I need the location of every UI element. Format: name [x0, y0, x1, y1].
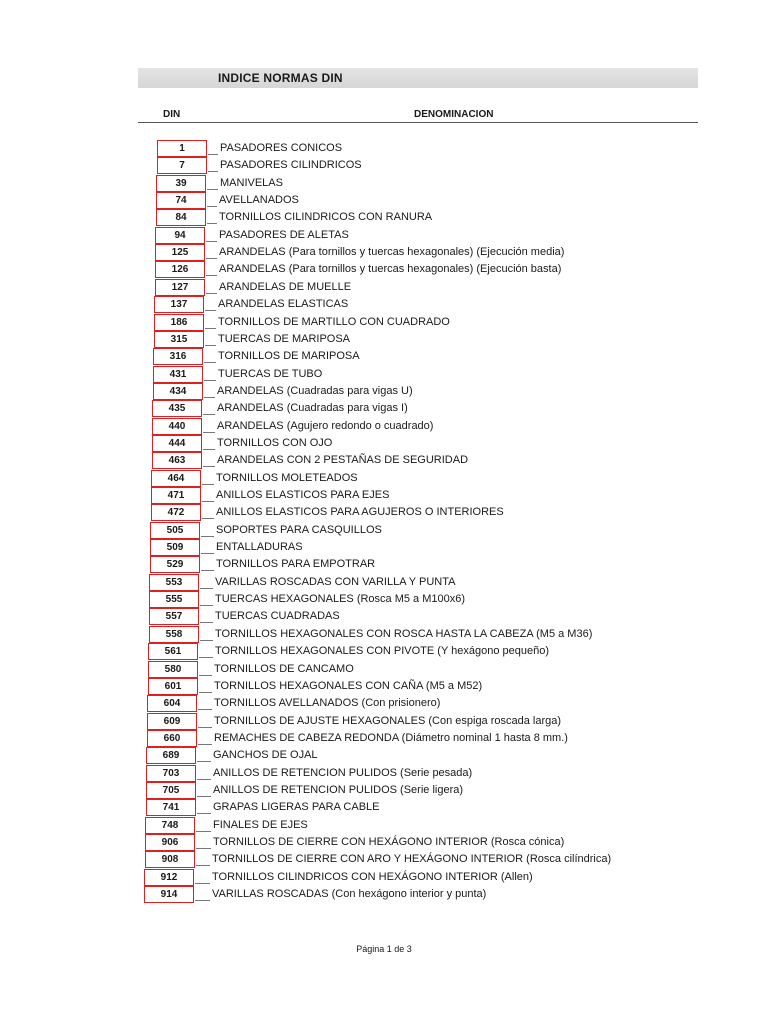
list-item [0, 504, 768, 521]
list-item [0, 175, 768, 192]
leader-line [201, 570, 214, 571]
denominacion-text: ARANDELAS CON 2 PESTAÑAS DE SEGURIDAD [217, 454, 469, 467]
din-number: 435 [152, 400, 202, 417]
leader-line [203, 466, 215, 467]
list-item [0, 279, 768, 296]
leader-line [199, 657, 213, 658]
din-number: 464 [151, 470, 201, 487]
leader-line [197, 761, 211, 762]
list-item [0, 418, 768, 435]
din-number: 463 [152, 452, 202, 469]
din-number: 580 [148, 661, 198, 678]
denominacion-text: TORNILLOS DE MARIPOSA [218, 350, 360, 363]
denominacion-text: AVELLANADOS [219, 194, 299, 207]
leader-line [196, 865, 210, 866]
din-number: 908 [145, 851, 195, 868]
din-number: 472 [151, 504, 201, 521]
list-item [0, 817, 768, 834]
denominacion-text: ARANDELAS (Cuadradas para vigas I) [217, 402, 408, 415]
din-number: 316 [153, 348, 203, 365]
denominacion-text: SOPORTES PARA CASQUILLOS [216, 523, 382, 536]
denominacion-text: VARILLAS ROSCADAS CON VARILLA Y PUNTA [215, 575, 456, 588]
list-item [0, 314, 768, 331]
header-divider [138, 122, 698, 123]
leader-line [200, 588, 213, 589]
list-item [0, 192, 768, 209]
column-header-denominacion: DENOMINACION [414, 109, 494, 120]
din-number: 553 [149, 574, 199, 591]
leader-line [197, 796, 211, 797]
leader-line [199, 692, 212, 693]
list-item [0, 522, 768, 539]
denominacion-text: TORNILLOS CILINDRICOS CON RANURA [219, 211, 433, 224]
din-number: 505 [150, 522, 200, 539]
leader-line [200, 640, 213, 641]
leader-line [206, 275, 217, 276]
list-item [0, 678, 768, 695]
din-number: 705 [146, 782, 196, 799]
list-item [0, 452, 768, 469]
denominacion-text: TUERCAS HEXAGONALES (Rosca M5 a M100x6) [215, 593, 466, 606]
list-item [0, 366, 768, 383]
denominacion-text: TORNILLOS HEXAGONALES CON PIVOTE (Y hexágono pequeño) [215, 645, 550, 658]
leader-line [204, 380, 216, 381]
leader-line [206, 258, 217, 259]
din-number: 748 [145, 817, 195, 834]
din-number: 561 [148, 643, 198, 660]
list-item [0, 227, 768, 244]
din-number: 471 [151, 487, 201, 504]
list-item [0, 713, 768, 730]
denominacion-text: VARILLAS ROSCADAS (Con hexágono interior y punta) [212, 888, 487, 901]
din-number: 127 [155, 279, 205, 296]
list-item [0, 851, 768, 868]
din-number: 555 [149, 591, 199, 608]
din-number: 557 [149, 608, 199, 625]
list-item [0, 244, 768, 261]
list-item [0, 383, 768, 400]
leader-line [205, 310, 216, 311]
din-number: 558 [149, 626, 199, 643]
din-number: 315 [154, 331, 204, 348]
denominacion-text: PASADORES DE ALETAS [219, 228, 349, 241]
denominacion-text: PASADORES CILINDRICOS [220, 159, 362, 172]
leader-line [203, 432, 215, 433]
din-number: 126 [155, 261, 205, 278]
din-number: 912 [144, 869, 194, 886]
din-number: 601 [148, 678, 198, 695]
din-number: 1 [157, 140, 207, 157]
leader-line [207, 206, 217, 207]
leader-line [202, 501, 214, 502]
list-item [0, 834, 768, 851]
leader-line [197, 813, 211, 814]
denominacion-text: TORNILLOS HEXAGONALES CON CAÑA (M5 a M52) [214, 679, 483, 692]
din-number: 434 [153, 383, 203, 400]
list-item [0, 435, 768, 452]
denominacion-text: TORNILLOS MOLETEADOS [216, 471, 358, 484]
list-item [0, 799, 768, 816]
din-number: 660 [147, 730, 197, 747]
denominacion-text: TORNILLOS DE AJUSTE HEXAGONALES (Con espiga roscada larga) [214, 714, 562, 727]
denominacion-text: ARANDELAS (Agujero redondo o cuadrado) [217, 419, 434, 432]
din-number: 186 [154, 314, 204, 331]
list-item [0, 626, 768, 643]
list-item [0, 765, 768, 782]
denominacion-text: ARANDELAS (Para tornillos y tuercas hexagonales) (Ejecución basta) [219, 263, 562, 276]
denominacion-text: TORNILLOS DE CANCAMO [214, 662, 354, 675]
leader-line [207, 223, 217, 224]
din-number: 125 [155, 244, 205, 261]
denominacion-text: ARANDELAS (Cuadradas para vigas U) [217, 384, 413, 397]
leader-line [203, 414, 215, 415]
din-number: 604 [147, 695, 197, 712]
leader-line [195, 900, 210, 901]
denominacion-text: ANILLOS DE RETENCION PULIDOS (Serie pesada) [213, 766, 473, 779]
list-item [0, 140, 768, 157]
denominacion-text: ARANDELAS (Para tornillos y tuercas hexagonales) (Ejecución media) [219, 246, 565, 259]
list-item [0, 157, 768, 174]
leader-line [196, 831, 211, 832]
leader-line [201, 536, 214, 537]
din-number: 84 [156, 209, 206, 226]
list-item [0, 782, 768, 799]
list-item [0, 591, 768, 608]
leader-line [207, 189, 218, 190]
list-item [0, 886, 768, 903]
page-footer [0, 944, 768, 954]
leader-line [205, 345, 216, 346]
denominacion-text: TUERCAS CUADRADAS [215, 610, 340, 623]
list-item [0, 556, 768, 573]
din-number: 7 [157, 157, 207, 174]
leader-line [198, 727, 212, 728]
list-item [0, 209, 768, 226]
leader-line [206, 293, 217, 294]
denominacion-text: ANILLOS ELASTICOS PARA EJES [216, 489, 390, 501]
list-item [0, 296, 768, 313]
din-number: 529 [150, 556, 200, 573]
leader-line [197, 779, 211, 780]
denominacion-text: TUERCAS DE MARIPOSA [218, 332, 351, 345]
denominacion-text: ANILLOS DE RETENCION PULIDOS (Serie ligera) [213, 783, 464, 796]
list-item [0, 261, 768, 278]
denominacion-text: MANIVELAS [220, 176, 283, 189]
denominacion-text: TORNILLOS CILINDRICOS CON HEXÁGONO INTERIOR (Allen) [212, 870, 533, 883]
denominacion-text: TORNILLOS AVELLANADOS (Con prisionero) [214, 697, 441, 710]
leader-line [203, 449, 215, 450]
list-item [0, 574, 768, 591]
din-number: 906 [145, 834, 195, 851]
leader-line [200, 605, 213, 606]
din-number: 741 [146, 799, 196, 816]
leader-line [205, 328, 216, 329]
din-number: 914 [144, 886, 194, 903]
denominacion-text: TORNILLOS DE CIERRE CON HEXÁGONO INTERIOR (Rosca cónica) [213, 836, 565, 848]
denominacion-text: TORNILLOS DE CIERRE CON ARO Y HEXÁGONO INTERIOR (Rosca cilíndrica) [212, 853, 612, 866]
list-item [0, 695, 768, 712]
list-item [0, 348, 768, 365]
denominacion-text: TORNILLOS PARA EMPOTRAR [216, 558, 376, 571]
leader-line [204, 397, 215, 398]
leader-line [208, 171, 218, 172]
column-header-din: DIN [163, 109, 181, 120]
leader-line [200, 622, 213, 623]
leader-line [208, 154, 218, 155]
denominacion-text: GRAPAS LIGERAS PARA CABLE [213, 801, 380, 814]
leader-line [198, 744, 212, 745]
denominacion-text: ARANDELAS ELASTICAS [218, 298, 349, 311]
leader-line [196, 848, 211, 849]
list-item [0, 331, 768, 348]
denominacion-text: TORNILLOS DE MARTILLO CON CUADRADO [218, 315, 450, 328]
denominacion-text: TUERCAS DE TUBO [218, 367, 323, 380]
din-number: 689 [146, 747, 196, 764]
denominacion-text: REMACHES DE CABEZA REDONDA (Diámetro nominal 1 hasta 8 mm.) [214, 731, 568, 744]
list-item [0, 869, 768, 886]
din-number: 703 [146, 765, 196, 782]
leader-line [202, 518, 214, 519]
list-item [0, 487, 768, 504]
list-item [0, 661, 768, 678]
din-number: 509 [150, 539, 200, 556]
denominacion-text: PASADORES CONICOS [220, 142, 343, 154]
list-item [0, 730, 768, 747]
denominacion-text: FINALES DE EJES [213, 818, 308, 831]
list-item [0, 470, 768, 487]
denominacion-text: TORNILLOS CON OJO [217, 436, 333, 449]
denominacion-text: GANCHOS DE OJAL [213, 749, 318, 762]
list-item [0, 643, 768, 660]
denominacion-text: ANILLOS ELASTICOS PARA AGUJEROS O INTERIORES [216, 506, 504, 519]
din-number: 74 [156, 192, 206, 209]
leader-line [195, 883, 210, 884]
din-number: 440 [152, 418, 202, 435]
denominacion-text: ENTALLADURAS [216, 541, 303, 554]
list-item [0, 539, 768, 556]
leader-line [206, 241, 217, 242]
din-number: 39 [156, 175, 206, 192]
list-item [0, 400, 768, 417]
din-number: 94 [155, 227, 205, 244]
din-number: 137 [154, 296, 204, 313]
denominacion-text: TORNILLOS HEXAGONALES CON ROSCA HASTA LA CABEZA (M5 a M36) [215, 627, 593, 640]
din-number: 444 [152, 435, 202, 452]
page-number: Página 1 de 3 [356, 944, 412, 954]
denominacion-text: ARANDELAS DE MUELLE [219, 280, 352, 293]
din-number: 609 [147, 713, 197, 730]
leader-line [199, 675, 212, 676]
leader-line [201, 553, 214, 554]
leader-line [202, 484, 214, 485]
page-title: INDICE NORMAS DIN [218, 71, 343, 85]
list-item [0, 608, 768, 625]
list-item [0, 747, 768, 764]
leader-line [204, 362, 216, 363]
leader-line [198, 709, 212, 710]
din-number: 431 [153, 366, 203, 383]
